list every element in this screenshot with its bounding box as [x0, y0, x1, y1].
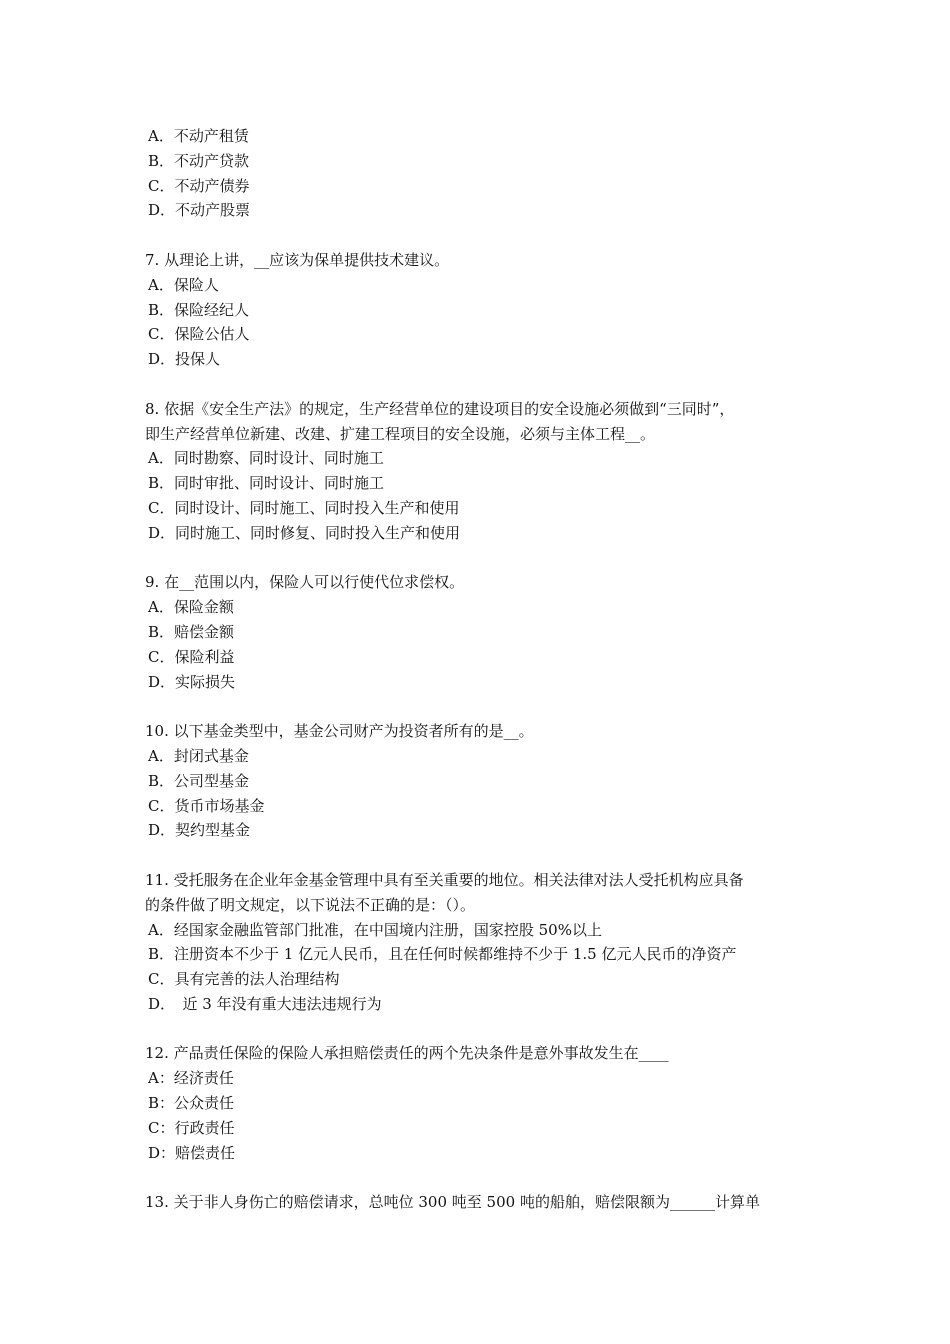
question-11-option-c: C．具有完善的法人治理结构 — [148, 970, 340, 989]
spacer — [145, 694, 825, 719]
question-6-option-d: D．不动产股票 — [148, 201, 251, 220]
question-12-option-a: A：经济责任 — [148, 1069, 234, 1088]
question-9-text: 9. 在__范围以内，保险人可以行使代位求偿权。 — [145, 573, 465, 592]
question-11-option-d: D． 近 3 年没有重大违法违规行为 — [148, 994, 382, 1013]
question-12-option-d: D：赔偿责任 — [148, 1143, 236, 1162]
question-8-option-d: D．同时施工、同时修复、同时投入生产和使用 — [148, 523, 461, 542]
question-6-option-c: C．不动产债券 — [148, 176, 250, 195]
question-7-block — [145, 248, 825, 372]
question-7-option-b: B．保险经纪人 — [148, 300, 250, 319]
question-13-block — [145, 1190, 825, 1215]
question-6-option-a: A．不动产租赁 — [148, 127, 249, 145]
question-8-option-c: C．同时设计、同时施工、同时投入生产和使用 — [148, 498, 460, 517]
question-7-option-a: A．保险人 — [148, 275, 219, 294]
question-9-option-d: D．实际损失 — [148, 672, 236, 691]
question-7-option-c: C．保险公估人 — [148, 325, 250, 344]
spacer — [145, 1017, 825, 1042]
question-8-text-line-1: 8. 依据《安全生产法》的规定，生产经营单位的建设项目的安全设施必须做到“三同时”， — [145, 399, 735, 418]
spacer — [145, 372, 825, 397]
question-11-option-a: A．经国家金融监管部门批准，在中国境内注册，国家控股 50%以上 — [148, 920, 602, 939]
question-10-option-d: D．契约型基金 — [148, 821, 251, 840]
question-6-option-b: B．不动产贷款 — [148, 151, 250, 170]
spacer — [145, 223, 825, 248]
question-12-option-c: C：行政责任 — [148, 1118, 235, 1137]
spacer — [145, 1165, 825, 1190]
question-12-block — [145, 1041, 825, 1165]
question-9-block — [145, 570, 825, 694]
question-8-option-a: A．同时勘察、同时设计、同时施工 — [148, 449, 384, 468]
question-6-block — [145, 124, 825, 223]
document-page — [145, 124, 825, 1215]
question-8-option-b: B．同时审批、同时设计、同时施工 — [148, 474, 385, 493]
question-10-option-b: B．公司型基金 — [148, 771, 250, 790]
question-8-text-line-2: 即生产经营单位新建、改建、扩建工程项目的安全设施，必须与主体工程__。 — [145, 424, 656, 443]
question-12-text: 12. 产品责任保险的保险人承担赔偿责任的两个先决条件是意外事故发生在____ — [145, 1044, 669, 1063]
question-11-option-b: B．注册资本不少于 1 亿元人民币，且在任何时候都维持不少于 1.5 亿元人民币的净资产 — [148, 945, 737, 964]
question-10-block — [145, 719, 825, 843]
spacer — [145, 843, 825, 868]
question-9-option-a: A．保险金额 — [148, 598, 234, 617]
question-7-text: 7. 从理论上讲，__应该为保单提供技术建议。 — [145, 250, 450, 269]
spacer — [145, 546, 825, 571]
question-10-option-c: C．货币市场基金 — [148, 796, 265, 815]
question-10-option-a: A．封闭式基金 — [148, 746, 249, 765]
question-8-block — [145, 397, 825, 546]
question-12-option-b: B：公众责任 — [148, 1094, 235, 1113]
question-9-option-b: B．赔偿金额 — [148, 622, 235, 641]
question-13-text: 13. 关于非人身伤亡的赔偿请求，总吨位 300 吨至 500 吨的船舶，赔偿限额为______计算单 — [145, 1193, 760, 1212]
question-10-text: 10. 以下基金类型中，基金公司财产为投资者所有的是__。 — [145, 722, 534, 741]
question-11-block — [145, 868, 825, 1017]
question-11-text-line-1: 11. 受托服务在企业年金基金管理中具有至关重要的地位。相关法律对法人受托机构应具备 — [145, 870, 744, 889]
question-11-text-line-2: 的条件做了明文规定，以下说法不正确的是：（）。 — [145, 895, 476, 914]
question-9-option-c: C．保险利益 — [148, 647, 235, 666]
question-7-option-d: D．投保人 — [148, 350, 221, 369]
